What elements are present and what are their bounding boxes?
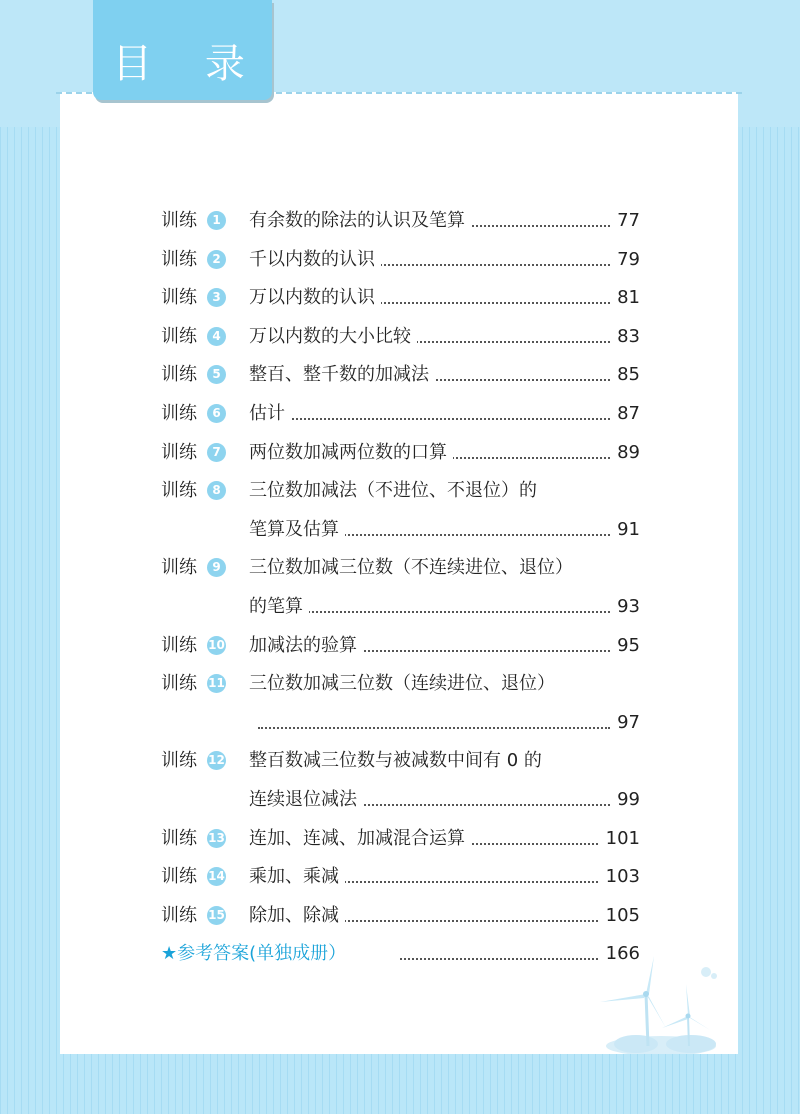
entry-title[interactable]: 万以内数的大小比较 <box>249 324 417 350</box>
entry-number-badge: 4 <box>207 327 226 346</box>
toc-row[interactable] <box>0 671 800 701</box>
dot-leader <box>269 611 610 613</box>
toc-row[interactable] <box>0 787 800 817</box>
answer-key-link[interactable]: ★参考答案(单独成册） <box>161 941 352 967</box>
entry-label: 训练 <box>161 403 197 424</box>
toc-row[interactable] <box>0 247 800 277</box>
page-number: 166 <box>600 941 640 967</box>
entry-label: 训练 <box>161 287 197 309</box>
toc-row[interactable] <box>0 324 800 354</box>
entry-title[interactable]: 三位数加减三位数（连续进位、退位） <box>249 671 561 697</box>
toc-row[interactable] <box>0 633 800 663</box>
entry-number-badge: 8 <box>207 481 226 500</box>
toc-row[interactable] <box>0 710 800 740</box>
toc-row[interactable] <box>0 362 800 392</box>
entry-number-badge: 7 <box>207 443 226 462</box>
entry-title[interactable]: 连加、连减、加减混合运算 <box>249 826 471 852</box>
entry-label: 训练 <box>161 364 197 386</box>
page-number: 101 <box>600 826 640 852</box>
page-number: 89 <box>611 440 640 466</box>
dot-leader <box>258 727 610 729</box>
page-number: 105 <box>600 903 640 929</box>
toc-row[interactable] <box>0 555 800 585</box>
toc-row[interactable] <box>0 440 800 470</box>
entry-label: 训练 <box>161 750 197 772</box>
entry-title[interactable]: 三位数加减法（不进位、不退位）的 <box>249 478 543 504</box>
entry-number-badge: 6 <box>207 404 226 423</box>
page-number: 91 <box>611 517 640 543</box>
page-number: 83 <box>611 324 640 350</box>
entry-number-badge: 1 <box>207 211 226 230</box>
entry-label: 训练 <box>161 827 197 849</box>
entry-label: 训练 <box>161 557 197 579</box>
toc-row[interactable] <box>0 826 800 856</box>
windmill-illustration <box>596 954 726 1054</box>
entry-title[interactable]: 三位数加减三位数（不连续进位、退位） <box>249 555 579 581</box>
entry-label: 训练 <box>161 480 197 502</box>
page-number: 97 <box>611 710 640 736</box>
entry-title[interactable]: 的笔算 <box>249 594 309 620</box>
entry-title[interactable]: 连续退位减法 <box>249 787 363 813</box>
toc-row[interactable] <box>0 903 800 933</box>
entry-number-badge: 5 <box>207 365 226 384</box>
entry-number-badge: 13 <box>207 829 226 848</box>
header-tab <box>93 0 272 100</box>
dot-leader <box>269 418 610 420</box>
entry-title[interactable]: 估计 <box>249 401 291 427</box>
entry-title[interactable]: 两位数加减两位数的口算 <box>249 440 453 466</box>
toc-row[interactable] <box>0 478 800 508</box>
entry-number-badge: 3 <box>207 288 226 307</box>
entry-title[interactable]: 除加、除减 <box>249 903 345 929</box>
toc-row[interactable] <box>0 594 800 624</box>
toc-row[interactable] <box>0 517 800 547</box>
page-number: 79 <box>611 247 640 273</box>
entry-number-badge: 11 <box>207 674 226 693</box>
page-number: 77 <box>611 208 640 234</box>
entry-number-badge: 2 <box>207 250 226 269</box>
entry-label: 训练 <box>161 325 197 347</box>
entry-title[interactable]: 整百数减三位数与被减数中间有 0 的 <box>249 748 548 774</box>
toc-row[interactable] <box>0 864 800 894</box>
toc-row[interactable] <box>0 748 800 778</box>
entry-label: 训练 <box>161 866 197 888</box>
entry-number-badge: 10 <box>207 636 226 655</box>
entry-label: 训练 <box>161 904 197 926</box>
toc-row[interactable] <box>0 401 800 431</box>
toc-row[interactable] <box>0 285 800 315</box>
entry-title[interactable]: 万以内数的认识 <box>249 285 381 311</box>
entry-title[interactable]: 乘加、乘减 <box>249 864 345 890</box>
entry-label: 训练 <box>161 210 197 231</box>
page-number: 93 <box>611 594 640 620</box>
entry-label: 训练 <box>161 441 197 463</box>
entry-title[interactable]: 千以内数的认识 <box>249 247 381 273</box>
entry-number-badge: 15 <box>207 906 226 925</box>
dot-leader <box>400 958 610 960</box>
page-number: 81 <box>611 285 640 311</box>
entry-label: 训练 <box>161 248 197 270</box>
entry-number-badge: 9 <box>207 558 226 577</box>
page-number: 95 <box>611 633 640 659</box>
entry-number-badge: 12 <box>207 751 226 770</box>
entry-title[interactable]: 有余数的除法的认识及笔算 <box>249 208 471 234</box>
toc-row[interactable] <box>0 208 800 238</box>
entry-title[interactable]: 整百、整千数的加减法 <box>249 362 435 388</box>
entry-title[interactable]: 加减法的验算 <box>249 633 363 659</box>
entry-label: 训练 <box>161 673 197 695</box>
entry-title[interactable]: 笔算及估算 <box>249 517 345 543</box>
page-number: 99 <box>611 787 640 813</box>
page-number: 85 <box>611 362 640 388</box>
entry-label: 训练 <box>161 634 197 656</box>
page-number: 103 <box>600 864 640 890</box>
entry-number-badge: 14 <box>207 867 226 886</box>
page-number: 87 <box>611 401 640 427</box>
page-title: 目 录 <box>112 41 265 87</box>
